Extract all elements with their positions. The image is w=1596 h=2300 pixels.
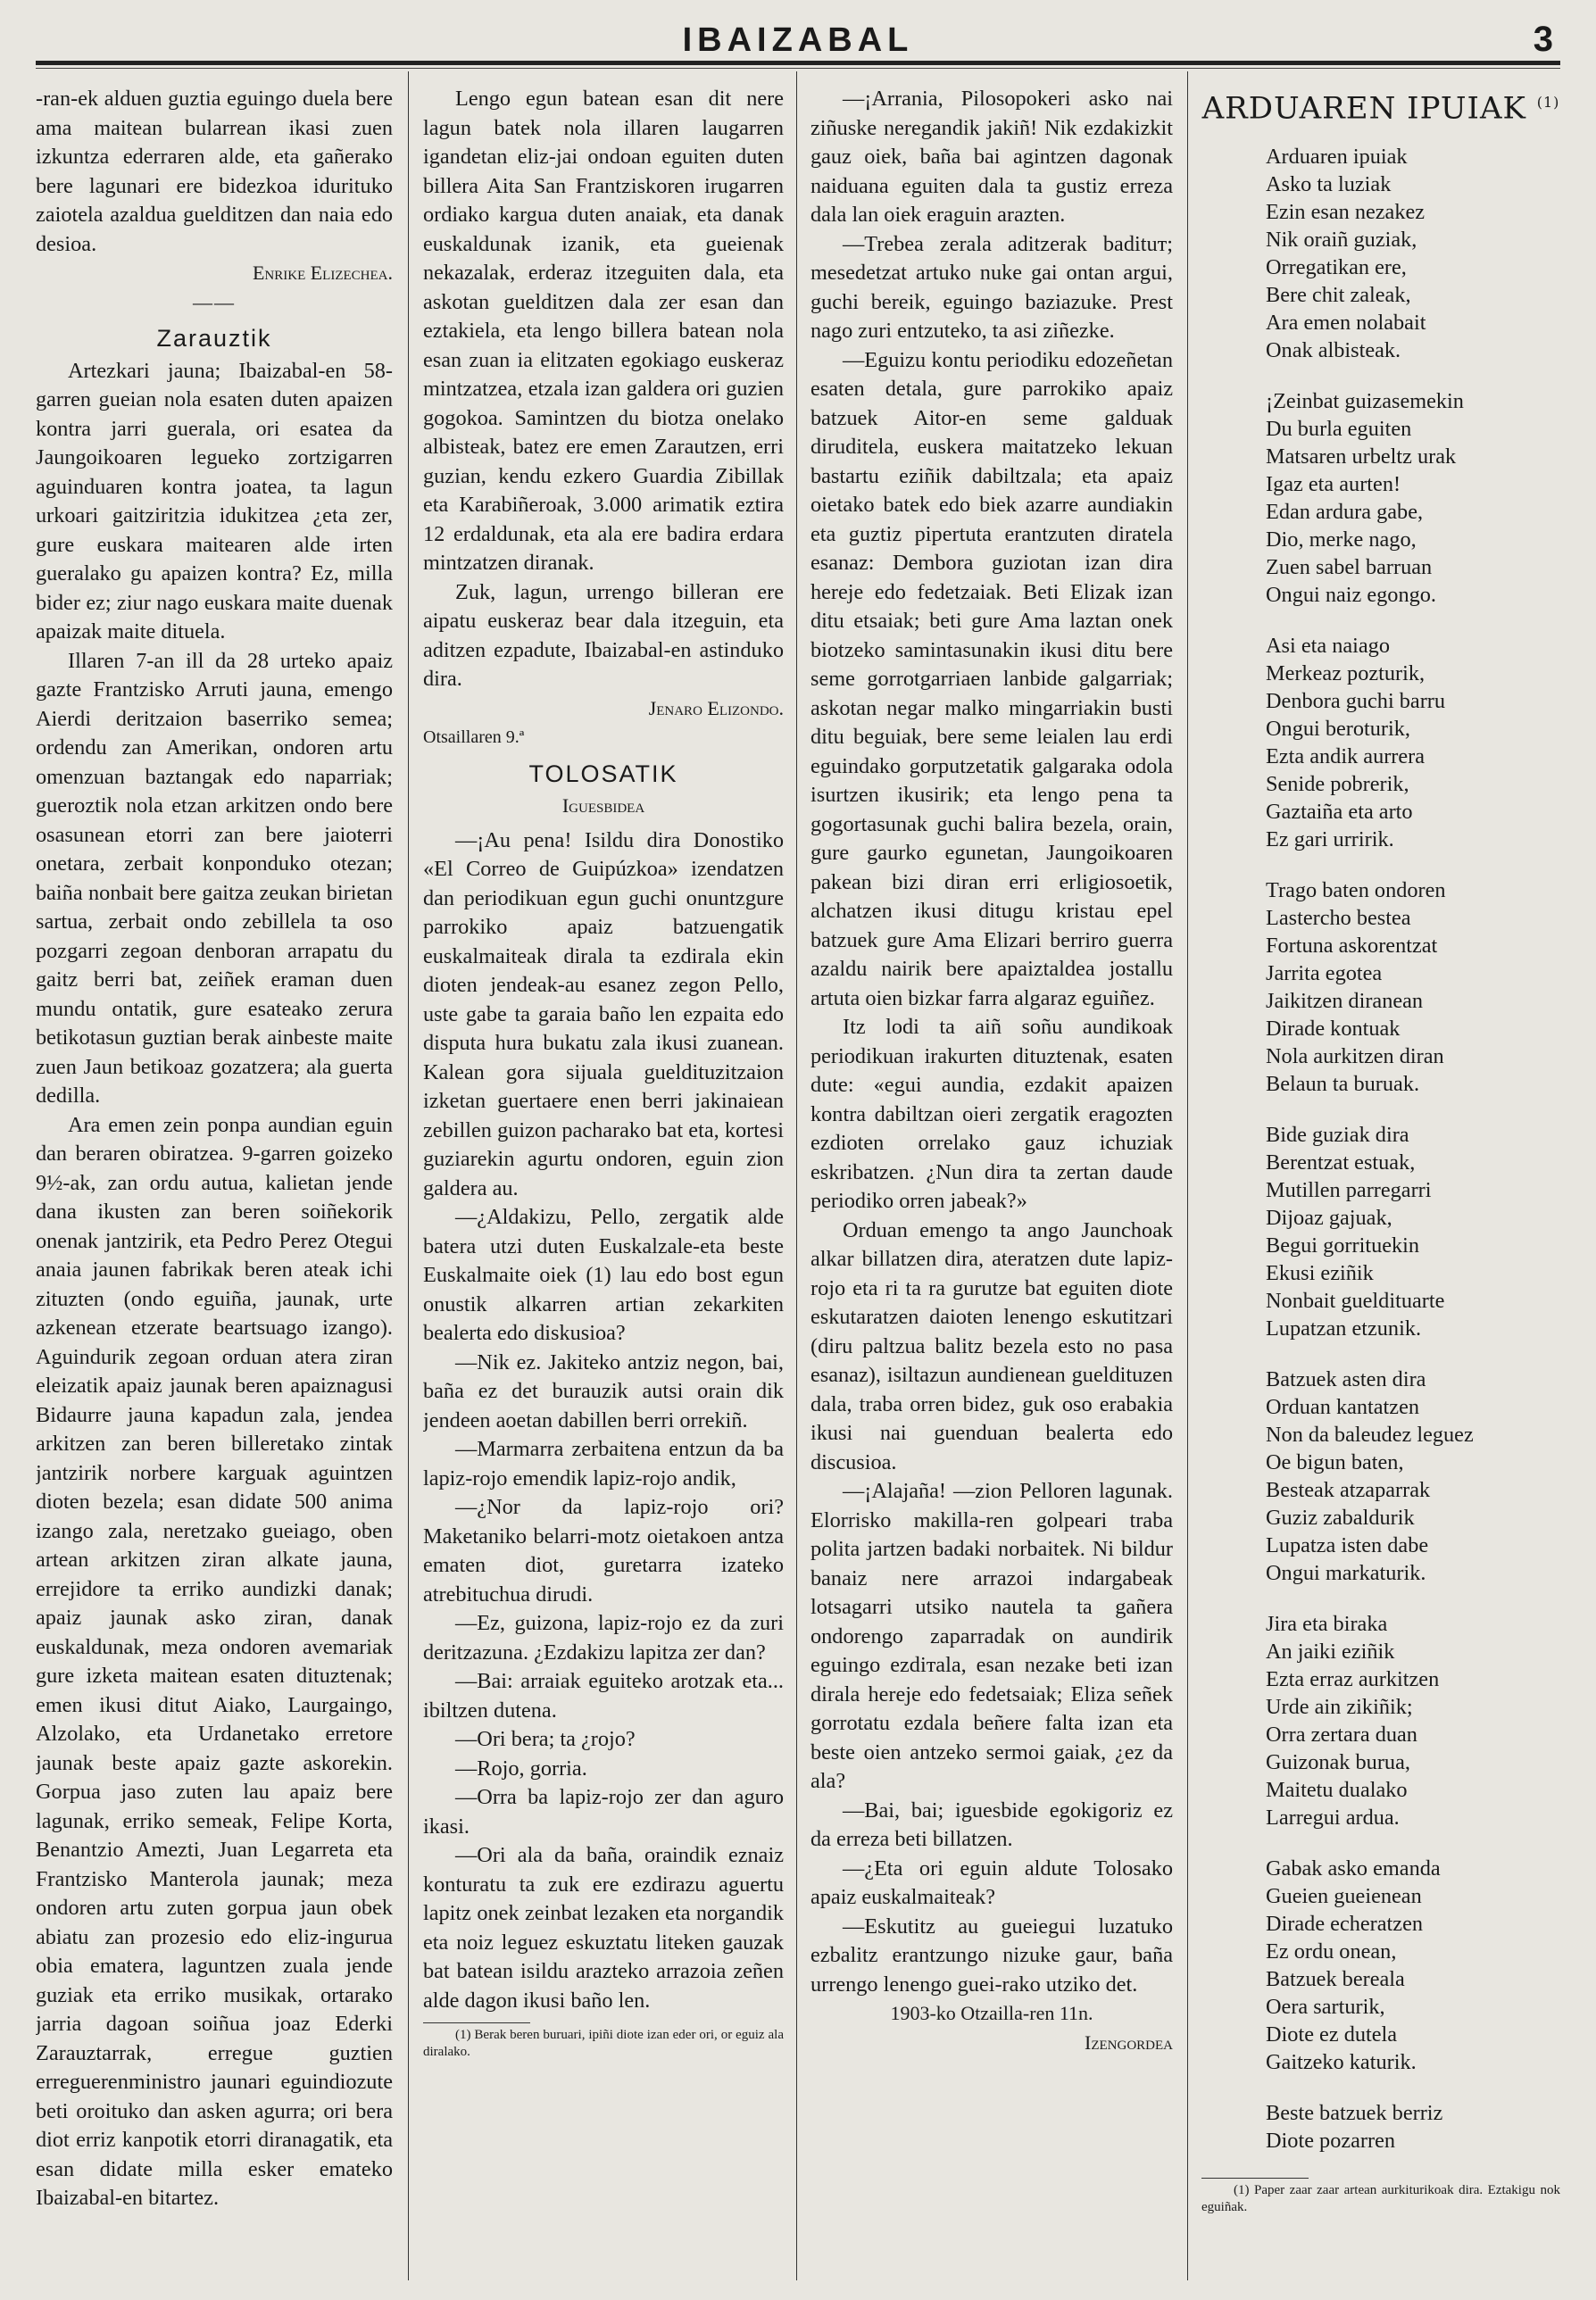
column-divider <box>796 71 797 2280</box>
poem-line: Orregatikan ere, <box>1266 254 1407 279</box>
poem-line: Dirade echeratzen <box>1266 1911 1424 1936</box>
poem-line: Ezin esan nezakez <box>1266 199 1426 224</box>
poem-line: Bide guziak dira <box>1266 1122 1409 1147</box>
article-paragraph: —Rojo, gorria. <box>455 1756 587 1781</box>
poem-line: Onak albisteak. <box>1266 337 1401 362</box>
article-paragraph: —Bai, bai; iguesbide egokigoriz ez da erreza beti billatzen. <box>810 1798 1173 1851</box>
footnote-rule <box>1201 2178 1309 2179</box>
poem-line: Dio, merke nago, <box>1266 527 1417 552</box>
article-paragraph: —Ori ala da baña, oraindik eznaiz konturatu ta zuk ere ezdirazu aguertu lapitz onek zeinbat lezaken eta norgandik eta noiz leguez eskuztatu liteken gauzak bat batean isildu arazteko arrazoia zeñen alde dagon ikusi baño len. <box>423 1843 784 2013</box>
column-divider <box>408 71 409 2280</box>
poem-line: Du burla eguiten <box>1266 416 1412 441</box>
poem-line: Besteak atzaparrak <box>1266 1477 1431 1502</box>
column-divider <box>1187 71 1188 2280</box>
article-paragraph: Lengo egun batean esan dit nere lagun batek nola illaren laugarren igandetan eliz-jai ondoan eguiten duten billera Aita San Frantziskoren irugarren ordiako kargua duten anaiak, eta danak euskaldunak izanik, eta gueienak nekazalak, erderaz itzeguiten dala, eta askotan guelditzen dala zer esan dan eztakiela, eta lengo billera batean nola esan zuan ia elitzaten egokiago euskeraz mintzatzea, etzala izan galdera ori guzien gogokoa. Samintzen du biotza onelako albisteak, batez ere emen Zarautzen, erri guzian, kendu ezkero Guardia Zibillak eta Karabiñeroak, 3.000 arimatik eztira 12 erdaldunak, eta ala ere badira erdara mintzatzen diranak. <box>423 87 784 575</box>
masthead-rule-thin <box>36 68 1560 69</box>
poem-line: Orra zertara duan <box>1266 1722 1417 1747</box>
poem-line: Guziz zabaldurik <box>1266 1505 1415 1530</box>
poem-stanza <box>1266 632 1560 853</box>
poem-line: Dirade kontuak <box>1266 1016 1401 1041</box>
poem-line: Denbora guchi barru <box>1266 688 1446 713</box>
poem-line: Jarrita egotea <box>1266 960 1383 985</box>
footnote: (1) Berak beren buruari, ipiñi diote izan eder ori, or eguiz ala diralako. <box>423 2028 784 2059</box>
masthead-rule <box>36 61 1560 65</box>
poem-line: Diote pozarren <box>1266 2128 1396 2153</box>
poem-line: Lupatza isten dabe <box>1266 1532 1429 1557</box>
article-paragraph: Zuk, lagun, urrengo billeran ere aipatu euskeraz bear dala itzeguin, eta aditzen ezpadute, Ibaizabal-en astinduko dira. <box>423 579 784 691</box>
poem-title-text: ARDUAREN IPUIAK <box>1201 90 1526 127</box>
poem-line: Mutillen parregarri <box>1266 1177 1432 1202</box>
poem-line: Fortuna askorentzat <box>1266 933 1438 958</box>
poem-line: Oe bigun baten, <box>1266 1449 1404 1474</box>
poem-line: Gabak asko emanda <box>1266 1856 1441 1881</box>
poem-stanza <box>1266 387 1560 609</box>
poem-line: Ezta andik aurrera <box>1266 743 1426 768</box>
article-signature: Jenaro Elizondo. <box>648 696 784 719</box>
poem-stanza <box>1266 1610 1560 1831</box>
poem-line: Ezta erraz aurkitzen <box>1266 1666 1440 1691</box>
poem-line: Trago baten ondoren <box>1266 877 1446 902</box>
poem-line: Jaikitzen diranean <box>1266 988 1424 1013</box>
poem-line: Batzuek asten dira <box>1266 1366 1426 1391</box>
poem-line: Ez ordu onean, <box>1266 1939 1397 1964</box>
article-paragraph: —Eguizu kontu periodiku edozeñetan esaten detala, gure parrokiko apaiz batzuek Aitor-en seme galduak diruditela, euskera maitatzeko lekuan bastartu eziñik dabiltzala; eta apaiz oietako batek edo biek azarre aundiakin eta guztiz pipertuta erantzuten diratela esanaz: Dembora guziotan izan dira hereje edo fedetzaiak. Beti Elizak izan ditu etsaiak; beti gure Ama laztan onek biotzeko samintasunakin ikusi ditu bere seme gorrotgarriaen lanbide galgarriak; askotan negar malko mingarriakin busti ditu beguiak, bere seme leialen lau erdi eguindako gorputzetatik galgaraka odola isurtzen ikusirik; eta lengo pena ta gogortasunak guchi balira bezela, orain, gure gaurko egunetan, Jaungoikoaren pakean bizi diran erri erligiosoetik, alchatzen ikusi ditugu kristau epel batzuek gure Ama Elizari berriro guerra azaldu nairik bere apaiztaldea jostallu artuta oien bizkar farra algaraz eguiñez. <box>810 347 1173 1010</box>
article-paragraph: -ran-ek alduen guztia eguingo duela bere ama maitean bularrean ikasi zuen izkuntza ederraren alde, eta gañerako bere lagunari ere bidezkoa iduritukо zaiotela azaldua guelditzen dan naia edo desioa. <box>36 87 393 256</box>
article-signature: Enrike Elizechea. <box>252 262 393 284</box>
poem-line: Maitetu dualako <box>1266 1777 1408 1802</box>
section-separator: —— <box>193 290 236 313</box>
article-paragraph: Illaren 7-an ill da 28 urteko apaiz gazte Frantzisko Arruti jauna, emengo Aierdi deritzaion baserriko semea; ordendu zan Amerikan, ondoren artu omenzuan baztangak edo naparriak; gueroztik nola etzan arkitzen ondo bere osasunean etorri zan bere jaioterri onetara, zerbait konponduko otezan; baiña nonbait bere gaitza zeukan birietan sartua, zerbait ondo zebillela ta oso pozgarri zegoan denboran arrapatu du gaitz berri bat, zeiñek eraman duen mundu ontatik, gure esateako zerura betikotasun guztian berak ainbeste maite zuen Jaun betikoaz gozatzera; ala guerta dedilla. <box>36 648 393 1108</box>
article-heading: TOLOSATIK <box>528 760 678 787</box>
poem-line: Ekusi eziñik <box>1266 1260 1374 1285</box>
footnote-rule <box>423 2022 530 2023</box>
poem-line: Gueien gueienean <box>1266 1883 1422 1908</box>
article-paragraph: —Eskutitz au gueiegui luzatuko ezbalitz erantzungo nizuke gaur, baña urrengo lenengo guei-rako utziko det. <box>810 1914 1173 1997</box>
poem-line: Asko ta luziak <box>1266 171 1392 196</box>
poem-stanza <box>1266 1855 1560 2076</box>
poem-line: Ez gari urririk. <box>1266 826 1394 851</box>
newspaper-title: IBAIZABAL <box>682 21 914 59</box>
poem-line: Bere chit zaleak, <box>1266 282 1411 307</box>
poem-stanza <box>1266 876 1560 1098</box>
article-paragraph: —Marmarra zerbaitena entzun da ba lapiz-rojo emendik lapiz-rojo andik, <box>423 1437 784 1490</box>
poem-line: Ongui beroturik, <box>1266 716 1410 741</box>
poem-line: Gaitzeko katurik. <box>1266 2049 1417 2074</box>
poem-line: Igaz eta aurten! <box>1266 471 1401 496</box>
footnote: (1) Paper zaar zaar artean aurkiturikoak dira. Eztakigu nok eguiñak. <box>1201 2182 1560 2214</box>
article-paragraph: —¡Arrania, Pilosopokeri asko nai ziñuske neregandik jakiñ! Nik ezdakizkit gauz oiek, baña bai agintzen dagonak naiduana eguiten dala ta gustiz erreza dala lan oiek eraguin arazten. <box>810 87 1173 227</box>
poem-line: Orduan kantatzen <box>1266 1394 1420 1419</box>
column-3 <box>810 85 1173 2276</box>
column-4 <box>1201 85 1560 2276</box>
article-paragraph: Itz lodi ta aiñ soñu aundikoak periodikuan irakurten dituztenak, esaten dute: «egui aundia, ezdakit apaizen kontra dabiltzan oieri zergatik eragozten ezdioten orrelako gauz ichuziak eskribatzen. ¿Nun dira ta zertan daude periodiko orren jabeak?» <box>810 1015 1173 1213</box>
poem-line: Jira eta biraka <box>1266 1611 1388 1636</box>
article-paragraph: —Ori bera; ta ¿rojo? <box>455 1727 636 1751</box>
poem-line: Guizonak burua, <box>1266 1749 1410 1774</box>
poem-line: Matsaren urbeltz urak <box>1266 444 1457 469</box>
page-number: 3 <box>1533 20 1553 59</box>
poem-line: Ongui markaturik. <box>1266 1560 1426 1585</box>
poem-line: Berentzat estuak, <box>1266 1150 1416 1175</box>
article-subheading: Iguesbidea <box>561 794 645 817</box>
poem-line: Beste batzuek berriz <box>1266 2100 1443 2125</box>
article-paragraph: Orduan emengo ta ango Jaunchoak alkar billatzen dira, ateratzen dute lapiz-rojo eta ri ta ra gurutze bat eguiten diote eskutaratzen daioten lenengo eskutitzari (diru paltzua balitz bezela esto no pasa esanaz), isiltazun aundienean gueldituzen dala, traba orren bidez, guk oso erabakia ikusi nai guenduan bealerta edo discusioa. <box>810 1217 1173 1474</box>
masthead <box>36 16 1560 57</box>
poem-line: Begui gorrituekin <box>1266 1233 1420 1258</box>
poem-line: Nik oraiñ guziak, <box>1266 227 1417 252</box>
poem-line: Oera sarturik, <box>1266 1994 1385 2019</box>
article-paragraph: —¡Au pena! Isildu dira Donostiko «El Correo de Guipúzkoa» izendatzen dan periodikuan egun guchi onuntzgure parrokiko apaiz batzuengatik euskalmaiteak dirala ta ezdirala ekin dioten jendeak-au esanez zegon Pello, uste gabe ta garaia baño len ezpaita edo disputa hura bukatu zala ikusi zuanean. Kalean gora sijuala gueldituzitzaion izketan guertaere enen berri jakinaiean zebillen guizon pacharako bat eta, kortesi guziarekin agurtu ondoren, eguin zion galdera au. <box>423 827 784 1200</box>
poem-line: Senide pobrerik, <box>1266 771 1409 796</box>
poem-stanza <box>1266 1121 1560 1342</box>
article-paragraph: Artezkari jauna; Ibaizabal-en 58-garren gueian nola esaten duten apaizen kontra jarri guerala, ori esatea da Jaungoikoaren legueko zortzigarren aguinduaren kontra joatea, ta lagun urkoari gaitziritzia idukitzea ¿eta zer, gure euskara maitearen alde irten gueralako gu apaizen kontra? Ez, milla bider ez; ziur nago euskara maite duenak apaizak maite dituela. <box>36 358 393 644</box>
poem-line: Ara emen nolabait <box>1266 310 1426 335</box>
poem-line: Merkeaz pozturik, <box>1266 660 1426 685</box>
poem-title <box>1201 88 1560 127</box>
poem-line: An jaiki eziñik <box>1266 1639 1395 1664</box>
poem-title-note: (1) <box>1536 94 1560 111</box>
article-paragraph: Ara emen zein ponpa aundian eguin dan beraren obiratzea. 9-garren goizeko 9½-ak, zan ordu autua, kalietan jende dana ikusten zan beren soiñekorik onenak jantzirik, eta Pedro Perez Otegui anaia jaunen fabrikak beren ateak ichi zituzten (ondo eguiña, jaunak, urte azkenean etzerate beartsuago izango). Aguindurik zegoan orduan atera ziran eleizatik apaiz jaunak beren apaiznagusi Bidaurre jauna kapadun zala, jendea arkitzen zan beren billeretako zintak jantzirik norbere karguak aguintzen dioten bezela; esan didate 500 anima izango zala, neretzako gueiago, oben artean arkitzen ziran alkate jauna, errejidore ta erriko aundizki danak; apaiz jaunak asko ziran, danak euskaldunak, meza ondoren avemariak gure izketa maitean esaten dituztenak; emen ikusi ditut Aiako, Laurgaingo, Alzolako, eta Urdanetako erretore jaunak beste apaiz gazte askorekin. Gorpua jaso zuten lau apaiz bere lagunak, erriko semeak, Felipe Korta, Benantzio Amezti, Juan Legarreta eta Frantzisko Manterola jaunak; meza ondoren artu zuten gorpua jaun obek abiatu zan prozesio edo eliz-ingurua obia ematera, laguntzen zuala jende guziak eta erriko musikak, ortarako jarria dagoan soiñua joaz Ederki Zarauztarrak, erregue guztien erreguerenministro jaunari eguindiozute beti oroituko dan asken agurra; ori bera diot erriz kanpotik etorri diranagatik, eta esan didate milla esker emateko Ibaizabal-en bitartez. <box>36 1112 393 2210</box>
poem-line: Diote ez dutela <box>1266 2022 1398 2047</box>
poem-line: Urde ain zikiñik; <box>1266 1694 1413 1719</box>
poem-stanza <box>1266 1366 1560 1587</box>
article-paragraph: —¿Aldakizu, Pello, zergatik alde batera utzi duten Euskalzale-eta beste Euskalmaite oiek (1) lau edo bost egun onustik alkarren artian zekarkiten bealerta edo diskusioa? <box>423 1205 784 1345</box>
article-paragraph: —Nik ez. Jakiteko antziz negon, bai, baña ez det burauzik autsi orain dik jendeen aoetan dabillen berri orrekiñ. <box>423 1349 784 1432</box>
column-2 <box>423 85 784 2276</box>
article-paragraph: —Bai: arraiak eguiteko arotzak eta... ibiltzen dutena. <box>423 1669 784 1723</box>
poem-line: Belaun ta buruak. <box>1266 1071 1420 1096</box>
poem-line: Edan ardura gabe, <box>1266 499 1424 524</box>
poem-line: Gaztaiña eta arto <box>1266 799 1413 824</box>
column-1 <box>36 85 393 2276</box>
article-heading: Zarauztik <box>156 325 272 352</box>
article-date: 1903-ko Otzailla-ren 11n. <box>890 2002 1093 2024</box>
poem-line: ¡Zeinbat guizasemekin <box>1266 388 1464 413</box>
article-paragraph: —¡Alajaña! —zion Pelloren lagunak. Elorrisko makilla-ren golpeari traba polita jartzen badaki norbaitek. Ni bildur banaiz nere arrazoi indargabeak lotsagarri utsiko nautela ta gañera ondorengo zaparradak on aundirik eguingo ezdiтala, esan nezake beti izan dirala hereje edo fedetsaiak; Eliza señek gorrotatu ezdala beñere falta izan eta beste oien antzeko sermoi gaiak, ¿ez da ala? <box>810 1479 1173 1793</box>
article-paragraph: —¿Eta ori eguin aldute Tolosako apaiz euskalmaiteak? <box>810 1856 1173 1909</box>
poem-line: Dijoaz gajuak, <box>1266 1205 1392 1230</box>
poem-stanza <box>1266 143 1560 364</box>
poem-line: Nola aurkitzen diran <box>1266 1043 1444 1068</box>
article-paragraph: —Trebea zerala aditzerak badituт; mesedetzat artuko nuke gai ontan argui, guchi bereik, eguingo baziazuke. Prest nago zuri entzuteko, ta asi ziñezke. <box>810 231 1173 343</box>
poem-line: Asi eta naiago <box>1266 633 1390 658</box>
poem-line: Zuen sabel barruan <box>1266 554 1433 579</box>
poem-line: Batzuek bereala <box>1266 1966 1405 1991</box>
poem-line: Lastercho bestea <box>1266 905 1411 930</box>
poem-stanza <box>1266 2099 1560 2155</box>
poem-body <box>1201 143 1560 2155</box>
article-signature: Izengordea <box>1085 2030 1173 2054</box>
article-paragraph: —Orra ba lapiz-rojo zer dan aguro ikasi. <box>423 1785 784 1839</box>
article-date: Otsaillaren 9.ª <box>423 727 525 747</box>
poem-line: Arduaren ipuiak <box>1266 144 1408 169</box>
poem-line: Nonbait gueldituarte <box>1266 1288 1445 1313</box>
poem-line: Larregui ardua. <box>1266 1805 1400 1830</box>
poem-line: Ongui naiz egongo. <box>1266 582 1436 607</box>
article-paragraph: —Ez, guizona, lapiz-rojo ez da zuri deritzazuna. ¿Ezdakizu lapitza zer dan? <box>423 1611 784 1665</box>
poem-line: Lupatzan etzunik. <box>1266 1316 1422 1341</box>
poem-line: Non da baleudez leguez <box>1266 1422 1474 1447</box>
article-paragraph: —¿Nor da lapiz-rojo ori? Maketaniko belarri-motz oietakoen antza ematen diot, guretarra izateko atrebituchua dirudi. <box>423 1495 784 1607</box>
